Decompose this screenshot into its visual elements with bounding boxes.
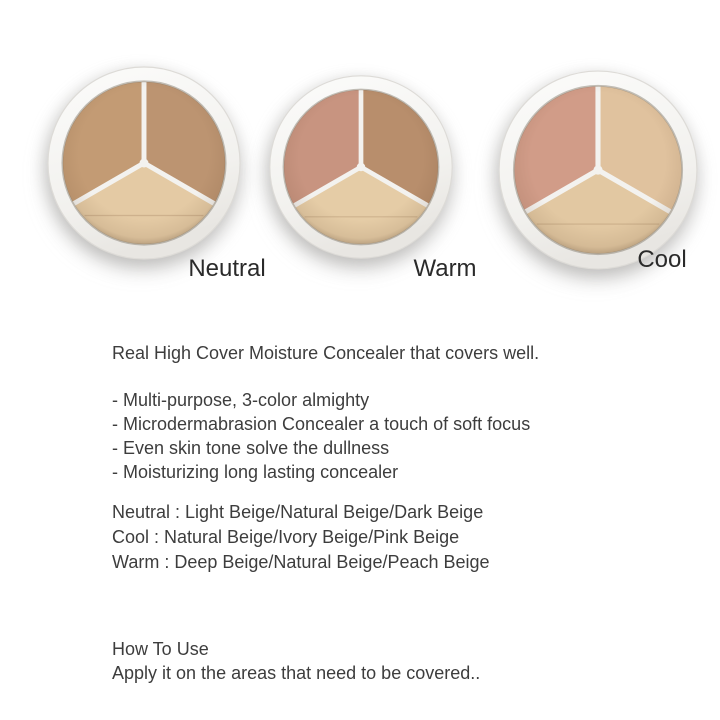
shade-item-warm: Warm : Deep Beige/Natural Beige/Peach Beige	[112, 552, 490, 572]
feature-item: - Even skin tone solve the dullness	[112, 438, 390, 458]
how-to-use-title: How To Use	[112, 639, 209, 659]
feature-item: - Moisturizing long lasting concealer	[112, 462, 399, 482]
palette-label-cool: Cool	[637, 246, 687, 273]
palette-warm	[267, 73, 455, 261]
inner-shadow-overlay	[514, 86, 681, 253]
shade-list	[112, 500, 490, 575]
shade-item-cool: Cool : Natural Beige/Ivory Beige/Pink Beige	[112, 527, 460, 547]
palette-neutral	[45, 64, 243, 262]
feature-item: - Multi-purpose, 3-color almighty	[112, 390, 370, 410]
inner-shadow-overlay	[63, 82, 225, 244]
feature-list	[112, 388, 530, 484]
palette-label-neutral: Neutral	[188, 255, 266, 282]
shade-item-neutral: Neutral : Light Beige/Natural Beige/Dark Beige	[112, 502, 484, 522]
inner-shadow-overlay	[284, 90, 438, 244]
how-to-use	[112, 637, 480, 685]
palette-label-warm: Warm	[413, 255, 477, 282]
palette-cool	[496, 68, 700, 272]
feature-item: - Microdermabrasion Concealer a touch of soft focus	[112, 414, 531, 434]
product-description: Real High Cover Moisture Concealer that covers well.	[112, 343, 540, 363]
how-to-use-body: Apply it on the areas that need to be covered..	[112, 663, 481, 683]
